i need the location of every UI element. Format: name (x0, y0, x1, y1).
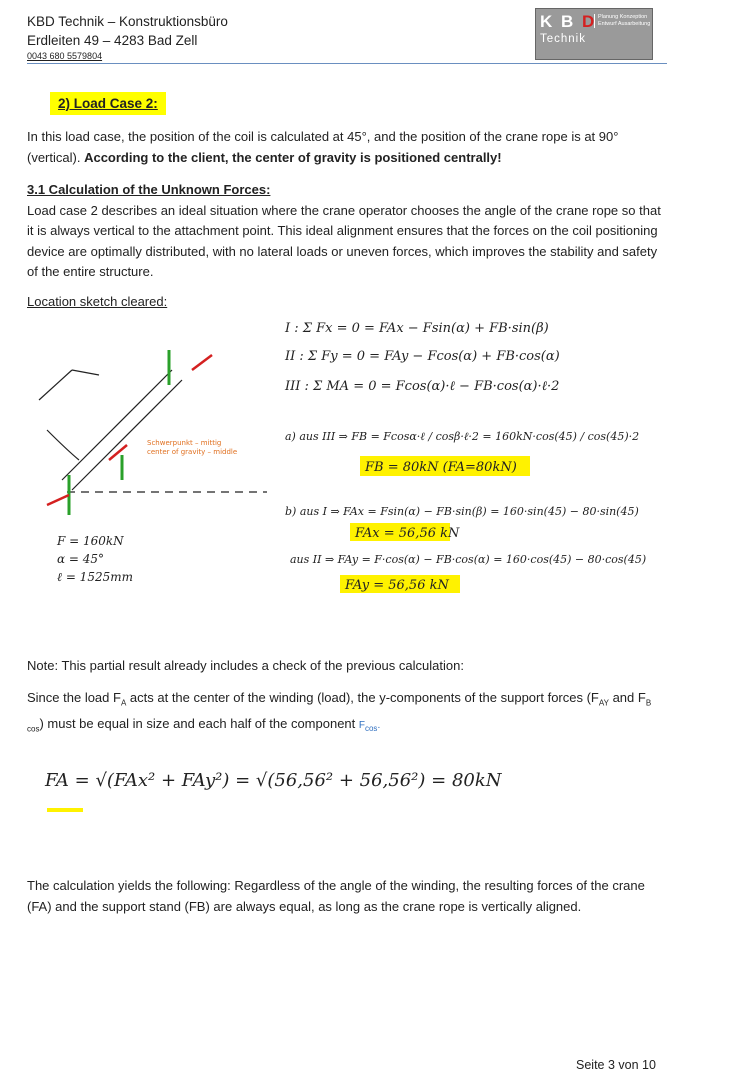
header-rule (27, 63, 667, 64)
company-address: Erdleiten 49 – 4283 Bad Zell (27, 33, 198, 48)
step-b: b) aus I ⇒ FAx = Fsin(α) − FB·sin(β) = 160·sin(45) − 80·sin(45) (285, 505, 639, 518)
cog-label-en: center of gravity – middle (147, 448, 238, 456)
result-fax: FAx = 56,56 kN (355, 526, 460, 541)
equation-1: I : Σ Fx = 0 = FAx − Fsin(α) + FB·sin(β) (285, 321, 549, 336)
length-value: ℓ = 1525mm (57, 570, 133, 584)
subheading: 3.1 Calculation of the Unknown Forces: (27, 182, 271, 197)
note-text: Note: This partial result already includes a check of the previous calculation: (27, 658, 464, 673)
alpha-value: α = 45° (57, 552, 105, 566)
fa-formula: FA = √(FAx² + FAy²) = √(56,56² + 56,56²) = 80kN (45, 770, 502, 791)
letterhead (27, 12, 228, 62)
logo-services: Planung Konzeption Entwurf Ausarbeitung (594, 14, 652, 28)
sketch-label: Location sketch cleared: (27, 294, 168, 309)
step-c: aus II ⇒ FAy = F·cos(α) − FB·cos(α) = 160·cos(45) − 80·cos(45) (290, 553, 647, 566)
f-value: F = 160kN (57, 534, 124, 548)
location-sketch (27, 310, 267, 600)
result-fb: FB = 80kN (FA=80kN) (365, 460, 517, 475)
since-paragraph: Since the load $F_A$ acts at the center of the winding (load), the y-components of the support forces ($F_{AY}$ and $F_{B cos}$) must be equal in size and each half of the component $F_{cos}$. (27, 690, 652, 734)
section-title: 2) Load Case 2: (50, 92, 166, 115)
page-number: Seite 3 von 10 (576, 1058, 656, 1072)
conclusion-paragraph: The calculation yields the following: Regardless of the angle of the winding, the resulting forces of the crane (FA) and the support stand (FB) are always equal, as long as the crane rope is vertically aligned. (27, 878, 645, 914)
company-phone: 0043 680 5579804 (27, 51, 103, 61)
equation-2: II : Σ Fy = 0 = FAy − Fcos(α) + FB·cos(α) (285, 349, 560, 364)
intro-paragraph: In this load case, the position of the coil is calculated at 45°, and the position of the crane rope is at 90° (vertical). According to the client, the center of gravity is positioned centrally! (27, 129, 619, 165)
step-a: a) aus III ⇒ FB = Fcosα·ℓ / cosβ·ℓ·2 = 160kN·cos(45) / cos(45)·2 (285, 430, 640, 443)
cog-label-de: Schwerpunkt – mittig (147, 439, 222, 447)
subsection-text: Load case 2 describes an ideal situation where the crane operator chooses the angle of the crane rope so that it is always vertical to the attachment point. This ideal alignment ensures that the forces on the coil positioning device are optimally distributed, with no lateral loads or uneven forces, which improves the stability and safety of the entire structure. (27, 202, 661, 279)
calc-section (27, 180, 667, 283)
equation-block (270, 310, 670, 610)
logo-kbd: K B D (540, 12, 597, 31)
company-logo (535, 8, 653, 60)
result-fay: FAy = 56,56 kN (345, 578, 449, 593)
equation-3: III : Σ MA = 0 = Fcos(α)·ℓ − FB·cos(α)·ℓ·2 (285, 379, 560, 394)
logo-technik: Technik (540, 33, 586, 45)
company-name: KBD Technik – Konstruktionsbüro (27, 14, 228, 29)
fa-highlight (47, 808, 83, 812)
